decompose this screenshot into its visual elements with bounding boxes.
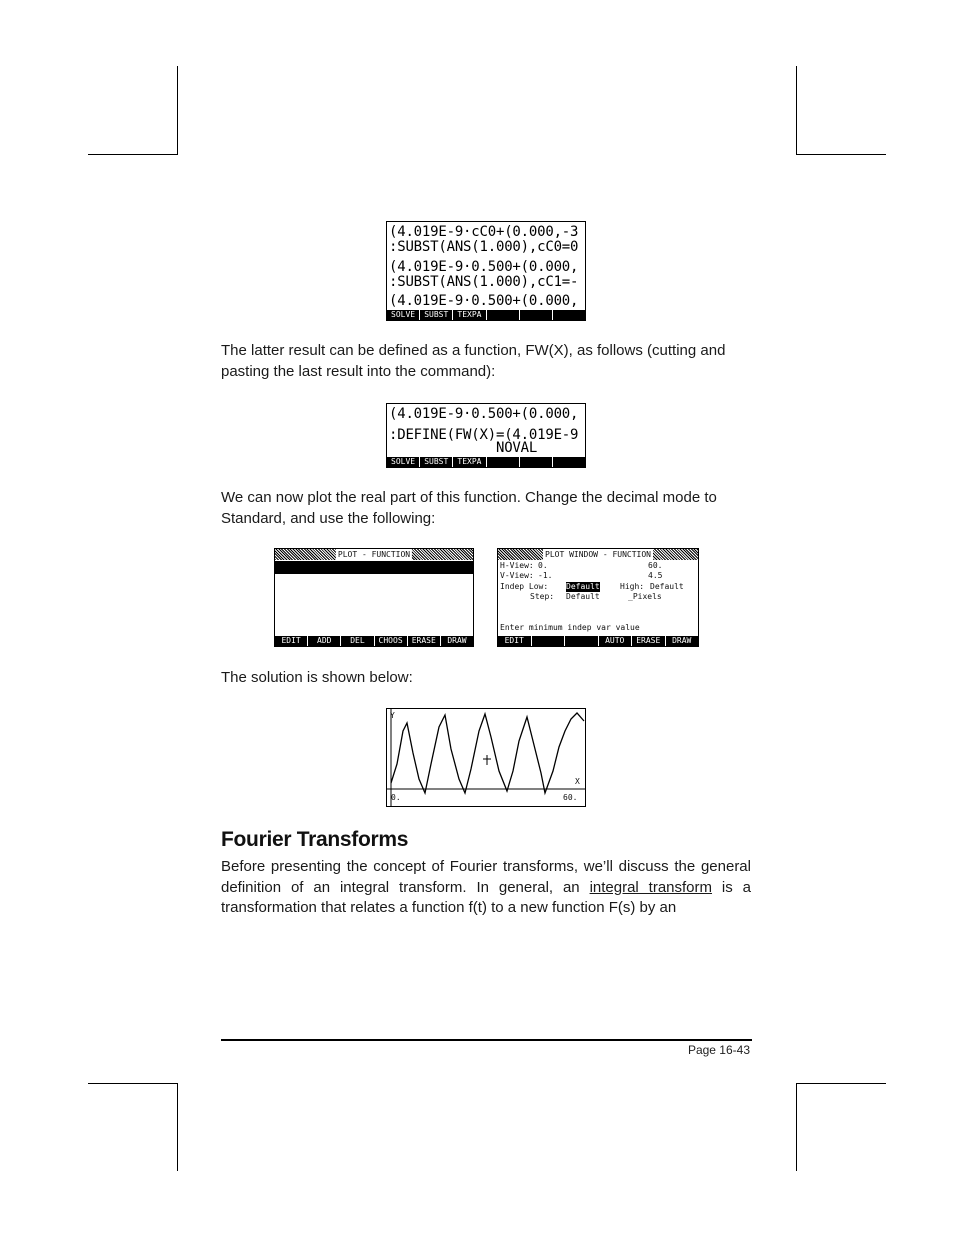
screen-title: PLOT - FUNCTION bbox=[337, 550, 411, 559]
x-max-label: 60. bbox=[563, 793, 578, 802]
paragraph-define-function: The latter result can be defined as a function, FW(X), as follows (cutting and pasting the last result into the command): bbox=[221, 342, 726, 380]
vview-label: V-View: bbox=[500, 571, 534, 580]
softkey-empty bbox=[532, 636, 566, 646]
screen-line: :SUBST(ANS(1.000),cC0=0 bbox=[389, 239, 579, 255]
screen-title: PLOT WINDOW - FUNCTION bbox=[545, 550, 651, 559]
y-axis-label: Y bbox=[390, 711, 395, 720]
softkey-empty bbox=[487, 310, 520, 320]
paragraph-solution-intro: The solution is shown below: bbox=[221, 669, 413, 686]
softkey-edit: EDIT bbox=[498, 636, 532, 646]
calculator-screen-subst bbox=[386, 221, 586, 321]
vview-min: -1. bbox=[538, 571, 553, 580]
crop-mark bbox=[796, 66, 797, 154]
paragraph-text: Before presenting the concept of Fourier transforms, we’ll discuss the general definition of an integral transform. In general, an bbox=[221, 858, 751, 896]
softkey-add: ADD bbox=[308, 636, 341, 646]
plot-curve bbox=[391, 713, 584, 793]
prompt-text: Enter minimum indep var value bbox=[500, 623, 640, 632]
softkey-erase: ERASE bbox=[632, 636, 666, 646]
softkey-solve: SOLVE bbox=[387, 457, 420, 467]
crop-mark bbox=[796, 1083, 797, 1171]
softkey-subst: SUBST bbox=[420, 457, 453, 467]
softkey-choos: CHOOS bbox=[375, 636, 408, 646]
softkey-menu bbox=[275, 636, 473, 646]
softkey-empty bbox=[565, 636, 599, 646]
vview-max: 4.5 bbox=[648, 571, 663, 580]
screen-line: (4.019E-9·0.500+(0.000, bbox=[389, 406, 579, 422]
softkey-menu bbox=[498, 636, 698, 646]
softkey-empty bbox=[520, 310, 553, 320]
calculator-screen-plot-window bbox=[497, 548, 699, 647]
paragraph-text: is a transformation that relates a function f(t) to a new function F(s) by an bbox=[221, 878, 751, 916]
softkey-draw: DRAW bbox=[447, 636, 467, 645]
softkey-erase: ERASE bbox=[408, 636, 441, 646]
softkey-menu bbox=[387, 457, 585, 467]
screen-line: (4.019E-9·0.500+(0.000, bbox=[389, 293, 579, 309]
screen-line: :DEFINE(FW(X)=(4.019E-9 bbox=[389, 427, 579, 443]
calculator-screen-plot-function bbox=[274, 548, 474, 647]
crop-mark bbox=[177, 1083, 178, 1171]
softkey-empty bbox=[553, 457, 585, 467]
crop-mark bbox=[88, 154, 178, 155]
softkey-texpa: TEXPA bbox=[453, 310, 486, 320]
softkey-subst: SUBST bbox=[420, 310, 453, 320]
softkey-draw: DRAW bbox=[672, 636, 692, 645]
paragraph-plot-instructions: We can now plot the real part of this function. Change the decimal mode to Standard, and use the following: bbox=[221, 489, 717, 527]
screen-line: NOVAL bbox=[389, 440, 538, 456]
softkey-auto: AUTO bbox=[599, 636, 633, 646]
indep-low-value: Default bbox=[566, 582, 600, 591]
step-label: Step: bbox=[530, 592, 555, 601]
high-label: High: bbox=[620, 582, 645, 591]
x-min-label: 0. bbox=[391, 793, 401, 802]
pixels-label: _Pixels bbox=[628, 592, 662, 601]
step-value: Default bbox=[566, 592, 600, 601]
crop-mark bbox=[177, 66, 178, 154]
indep-low-label: Indep Low: bbox=[500, 582, 549, 591]
integral-transform-term: integral transform bbox=[589, 878, 713, 896]
crop-mark bbox=[88, 1083, 178, 1084]
softkey-del: DEL bbox=[341, 636, 374, 646]
footer-rule bbox=[221, 1039, 752, 1041]
screen-line: :SUBST(ANS(1.000),cC1=- bbox=[389, 274, 579, 290]
calculator-screen-plot bbox=[386, 708, 586, 807]
screen-title-bar bbox=[275, 549, 473, 560]
crop-mark bbox=[796, 154, 886, 155]
softkey-solve: SOLVE bbox=[387, 310, 420, 320]
x-axis-label: X bbox=[575, 777, 580, 786]
calculator-screen-define bbox=[386, 403, 586, 468]
softkey-edit: EDIT bbox=[275, 636, 308, 646]
softkey-empty bbox=[487, 457, 520, 467]
screen-line: (4.019E-9·cC0+(0.000,-3 bbox=[389, 224, 579, 240]
function-plot bbox=[387, 709, 585, 806]
hview-label: H-View: bbox=[500, 561, 534, 570]
paragraph-fourier-intro bbox=[221, 857, 751, 919]
page-number: Page 16-43 bbox=[687, 1043, 750, 1057]
function-entry: Y1(X)=RE(FW(X)) bbox=[275, 561, 473, 574]
crop-mark bbox=[796, 1083, 886, 1084]
hview-max: 60. bbox=[648, 561, 663, 570]
screen-title-bar bbox=[498, 549, 698, 560]
high-value: Default bbox=[650, 582, 684, 591]
hview-min: 0. bbox=[538, 561, 548, 570]
screen-line: (4.019E-9·0.500+(0.000, bbox=[389, 259, 579, 275]
softkey-texpa: TEXPA bbox=[453, 457, 486, 467]
softkey-empty bbox=[553, 310, 585, 320]
section-heading: Fourier Transforms bbox=[221, 828, 409, 851]
softkey-empty bbox=[520, 457, 553, 467]
softkey-menu bbox=[387, 310, 585, 320]
